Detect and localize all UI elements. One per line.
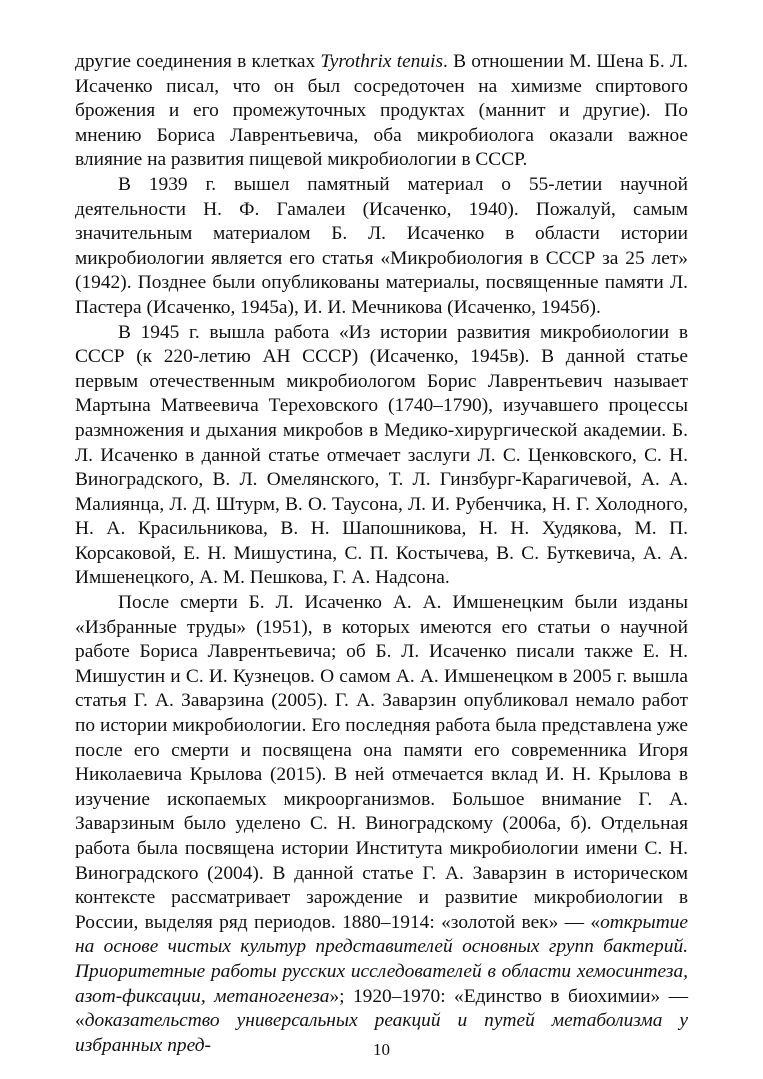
paragraph-2 <box>75 173 688 321</box>
paragraph-1 <box>75 50 688 173</box>
text-run: »; 1920–1970: «Единство в биохимии» — « <box>75 985 689 1032</box>
italic-run: доказательство универсальных реакций и путей метаболизма у избранных пред- <box>75 1010 688 1056</box>
text-run: В 1939 г. вышел памятный материал о 55-летии научной деятельности Н. Ф. Гамалеи (Исаченко, 1940). Пожалуй, самым значительным материалом Б. Л. Исаченко в области истории микробиологии является его статья «Микробиология в СССР за 25 лет» (1942). Позднее были опубликованы материалы, посвященные памяти Л. Пастера (Исаченко, 1945а), И. И. Мечникова (Исаченко, 1945б). <box>75 173 688 318</box>
text-run: другие соединения в клетках <box>75 51 321 72</box>
text-run: . В отношении М. Шена Б. Л. Исаченко писал, что он был сосредоточен на химизме спиртового брожения и его промежуточных продуктах (маннит и другие). По мнению Бориса Лаврентьевича, оба микробиолога оказали важное влияние на развития пищевой микробиологии в СССР. <box>75 51 688 171</box>
paragraph-4 <box>75 591 688 1058</box>
italic-run: Tyrothrix tenuis <box>320 51 444 72</box>
page-number: 10 <box>373 1040 390 1059</box>
text-run: В 1945 г. вышла работа «Из истории развития микробиологии в СССР (к 220-летию АН СССР) (Исаченко, 1945в). В данной статье первым отечественным микробиологом Борис Лаврентьевич называет Мартына Матвеевича Тереховского (1740–1790), изучавшего процессы размножения и дыхания микробов в Медико-хирургической академии. Б. Л. Исаченко в данной статье отмечает заслуги Л. С. Ценковского, С. Н. Виноградского, В. Л. Омелянского, Т. Л. Гинзбург-Карагичевой, А. А. Малиянца, Л. Д. Штурм, В. О. Таусона, Л. И. Рубенчика, Н. Г. Холодного, Н. А. Красильникова, В. Н. Шапошникова, Н. Н. Худякова, М. П. Корсаковой, Е. Н. Мишустина, С. П. Костычева, В. С. Буткевича, А. А. Имшенецкого, А. М. Пешкова, Г. А. Надсона. <box>75 321 688 589</box>
paragraph-3 <box>75 321 688 592</box>
body-text <box>75 50 688 1058</box>
italic-run: открытие на основе чистых культур представителей основных групп бактерий. Приоритетные работы русских исследователей в области хемосинтеза, азот-фиксации, метаногенеза <box>75 911 688 1007</box>
text-run: После смерти Б. Л. Исаченко А. А. Имшенецким были изданы «Избранные труды» (1951), в которых имеются его статьи о научной работе Бориса Лаврентьевича; об Б. Л. Исаченко писали также Е. Н. Мишустин и С. И. Кузнецов. О самом А. А. Имшенецком в 2005 г. вышла статья Г. А. Заварзина (2005). Г. А. Заварзин опубликовал немало работ по истории микробиологии. Его последняя работа была представлена уже после его смерти и посвящена она памяти его современника Игоря Николаевича Крылова (2015). В ней отмечается вклад И. Н. Крылова в изучение ископаемых микроорганизмов. Большое внимание Г. А. Заварзиным было уделено С. Н. Виноградскому (2006а, б). Отдельная работа была посвящена истории Института микробиологии имени С. Н. Виноградского (2004). В данной статье Г. А. Заварзин в историческом контексте рассматривает зарождение и развитие микробиологии в России, выделяя ряд периодов. 1880–1914: «золотой век» — « <box>75 592 688 933</box>
